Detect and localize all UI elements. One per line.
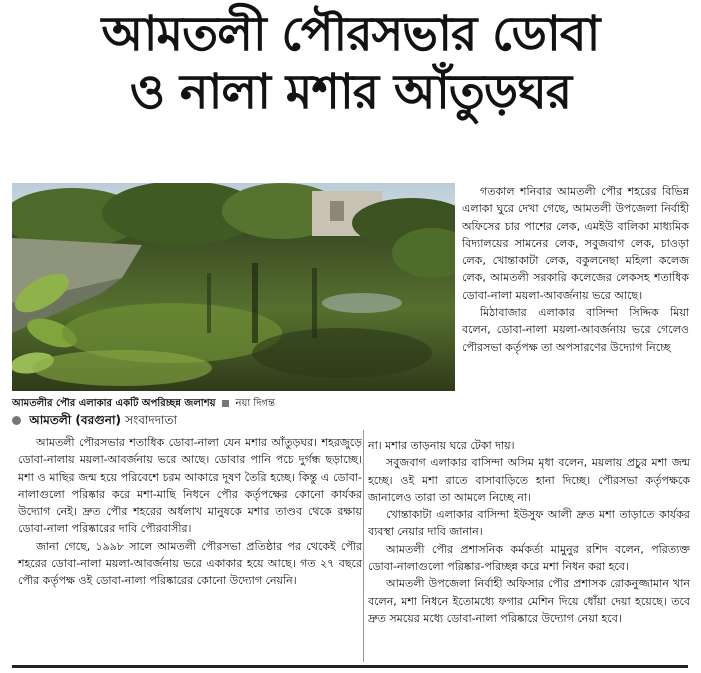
news-photo: [12, 183, 455, 391]
photo-caption: [12, 396, 462, 413]
paragraph: আমতলী পৌর প্রশাসনিক কর্মকর্তা মামুনুর রশিদ বলেন, পরিত্যক্ত ডোবা-নালাগুলো পরিষ্কার-পরিচ্ছন্ন করে মশা নিধন করা হবে।: [368, 542, 690, 574]
paragraph: সবুজবাগ এলাকার বাসিন্দা অসিম মৃধা বলেন, ময়লায় প্রচুর মশা জন্ম হচ্ছে। ওই মশা রাতে বাসাবাড়িতে হানা দিচ্ছে। পৌরসভা কর্তৃপক্ষকে জানালেও তারা তা আমলে নিচ্ছে না।: [368, 456, 690, 504]
photo-credit: নয়া দিগন্ত: [235, 398, 275, 409]
bottom-rule: [12, 665, 688, 668]
headline-line-1: আমতলী পৌরসভার ডোবা: [101, 6, 600, 62]
bullet-dot-icon: [12, 416, 21, 425]
paragraph: না। মশার তাড়নায় ঘরে টেকা দায়।: [368, 439, 515, 452]
byline-place: আমতলী (বরগুনা): [29, 413, 121, 427]
paragraph: জানা গেছে, ১৯৯৮ সালে আমতলী পৌরসভা প্রতিষ্ঠার পর থেকেই পৌর শহরের ডোবা-নালা ময়লা-আবর্জনায় ভরে একাকার হয়ে আছে। গত ২৭ বছরে পৌর কর্তৃপক্ষ ওই ডোবা-নালা পরিষ্কারের কোনো উদ্যোগ নেয়নি।: [18, 539, 362, 588]
paragraph: খোন্তাকাটা এলাকার বাসিন্দা ইউসুফ আলী দ্রুত মশা তাড়াতে কার্যকর ব্যবস্থা নেয়ার দাবি জানান।: [368, 508, 690, 539]
paragraph: মিঠাবাজার এলাকার বাসিন্দা সিদ্দিক মিয়া বলেন, ডোবা-নালা ময়লা-আবর্জনায় ভরে গেলেও পৌরসভা কর্তৃপক্ষ তা অপসারণের উদ্যোগ নিচ্ছে: [462, 306, 689, 354]
paragraph: আমতলী উপজেলা নির্বাহী অফিসার পৌর প্রশাসক রোকনুজ্জামান খান বলেন, মশা নিধনে ইতোমধ্যে ফগার মেশিন দিয়ে ধোঁয়া দেয়া হয়েছে। তবে দ্রুত সময়ের মধ্যে ডোবা-নালা পরিষ্কারে উদ্যোগ নেয়া হবে।: [368, 577, 690, 625]
byline: [12, 412, 177, 432]
byline-role: সংবাদদাতা: [125, 413, 177, 427]
article-column-right-top: [462, 183, 689, 356]
square-bullet-icon: [222, 400, 229, 407]
headline-line-2: ও নালা মশার আঁতুড়ঘর: [129, 63, 572, 120]
paragraph: আমতলী পৌরসভার শতাধিক ডোবা-নালা যেন মশার আঁতুড়ঘর। শহরজুড়ে ডোবা-নালায় ময়লা-আবর্জনায় ভরে আছে। ডোবার পানি পচে দুর্গন্ধ ছড়াচ্ছে। মশা ও মাছির জন্ম হয়ে পরিবেশে চরম আকারে দূষণ তৈরি হচ্ছে। কিন্তু এ ডোবা-নালাগুলো পরিষ্কার করে মশা-মাছি নিধনে পৌর কর্তৃপক্ষের কোনো কার্যকর উদ্যোগ নেই। দ্রুত পৌর শহরের অর্ধলাখ মানুষকে মশার তাণ্ডব থেকে রক্ষায় ডোবা-নালা পরিষ্কারের দাবি পৌরবাসীর।: [18, 436, 362, 536]
caption-text: আমতলীর পৌর এলাকার একটি অপরিচ্ছন্ন জলাশয়: [12, 398, 216, 409]
pond-photo-illustration: [12, 183, 455, 391]
column-divider: [363, 430, 364, 662]
article-column-right-bottom: [368, 437, 690, 627]
paragraph: গতকাল শনিবার আমতলী পৌর শহরের বিভিন্ন এলাকা ঘুরে দেখা গেছে, আমতলী উপজেলা নির্বাহী অফিসের চার পাশের লেক, এমইউ বালিকা মাধ্যমিক বিদ্যালয়ের সামনের লেক, সবুজবাগ লেক, চাওড়া লেক, খোন্তাকাটা লেক, বকুলনেছা মহিলা কলেজ লেক, আমতলী সরকারি কলেজের লেকসহ শতাধিক ডোবা-নালা ময়লা-আবর্জনায় ভরে আছে।: [462, 185, 689, 302]
article-headline: [0, 8, 701, 120]
article-column-left: [18, 434, 362, 590]
